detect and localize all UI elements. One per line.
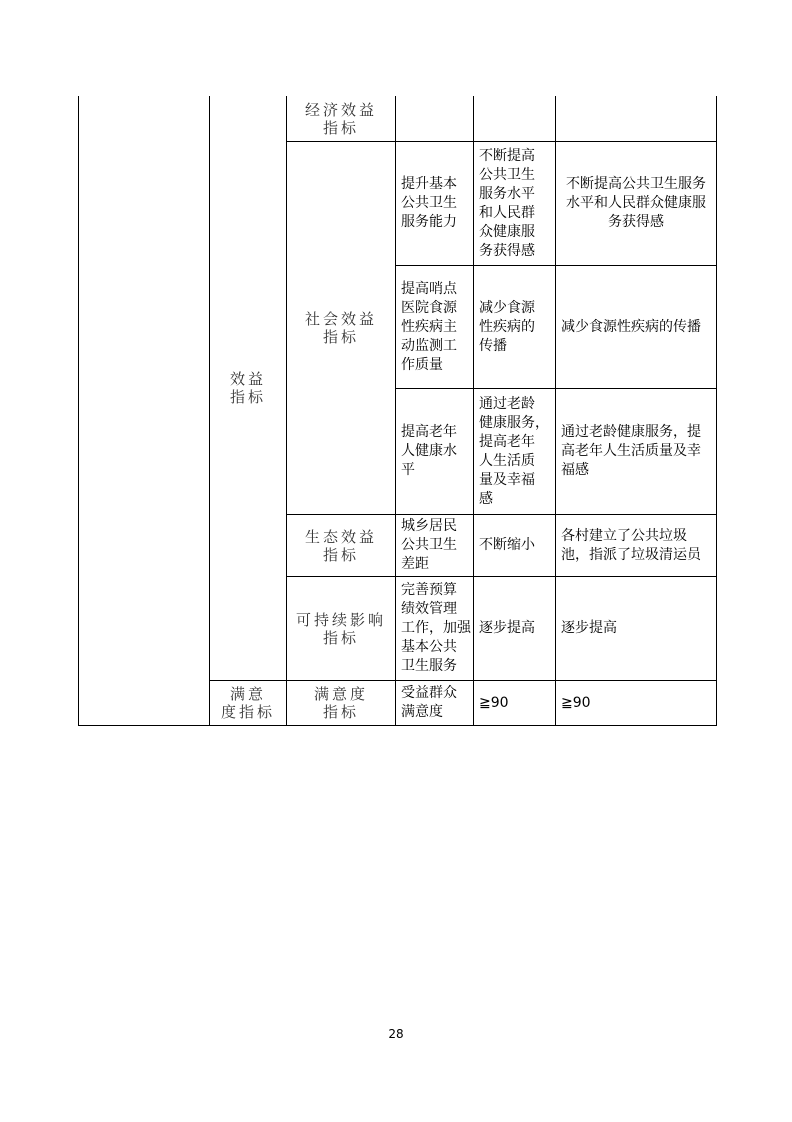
indicator-cell: 提高哨点 医院食源 性疾病主 动监测工 作质量 — [401, 280, 457, 373]
target-cell: 不断缩小 — [479, 537, 535, 553]
indicator-cell: 城乡居民 公共卫生 差距 — [401, 518, 457, 572]
target-cell: ≧90 — [479, 694, 509, 711]
actual-cell: 通过老龄健康服务，提 高老年人生活质量及幸 福感 — [561, 424, 701, 478]
indicator-cell: 完善预算 绩效管理 工作，加强 基本公共 卫生服务 — [401, 582, 471, 674]
indicator-cell — [396, 96, 473, 141]
level1-satisfaction-indicator: 满意 度指标 — [220, 685, 275, 721]
target-cell: 减少食源 性疾病的 传播 — [479, 299, 535, 354]
target-cell: 逐步提高 — [479, 620, 535, 636]
level1-benefit-indicator: 效益 指标 — [229, 370, 266, 406]
actual-cell: 各村建立了公共垃圾 池，指派了垃圾清运员 — [561, 527, 701, 563]
grid-line — [78, 725, 717, 726]
indicator-cell: 提升基本 公共卫生 服务能力 — [401, 176, 457, 230]
actual-cell: ≧90 — [561, 694, 591, 711]
indicator-cell: 提高老年 人健康水 平 — [401, 424, 457, 478]
target-cell: 不断提高 公共卫生 服务水平 和人民群 众健康服 务获得感 — [479, 147, 535, 259]
level2-ecological-benefit: 生态效益 指标 — [304, 527, 377, 564]
actual-cell: 减少食源性疾病的传播 — [561, 318, 701, 335]
page-number: 28 — [388, 1027, 404, 1041]
level2-satisfaction: 满意度 指标 — [313, 685, 368, 721]
grid-line — [716, 96, 717, 726]
level2-sustainable-impact: 可持续影响 指标 — [295, 610, 386, 647]
target-cell: 通过老龄 健康服务， 提高老年 人生活质 量及幸福 感 — [479, 395, 549, 507]
actual-cell — [556, 96, 716, 141]
level2-social-benefit: 社会效益 指标 — [304, 310, 377, 346]
indicator-cell: 受益群众 满意度 — [401, 685, 457, 720]
target-cell — [474, 96, 555, 141]
grid-line — [78, 96, 79, 726]
actual-cell: 不断提高公共卫生服务 水平和人民群众健康服 务获得感 — [566, 176, 706, 230]
level2-economic-benefit: 经济效益 指标 — [304, 100, 377, 137]
actual-cell: 逐步提高 — [561, 620, 617, 636]
